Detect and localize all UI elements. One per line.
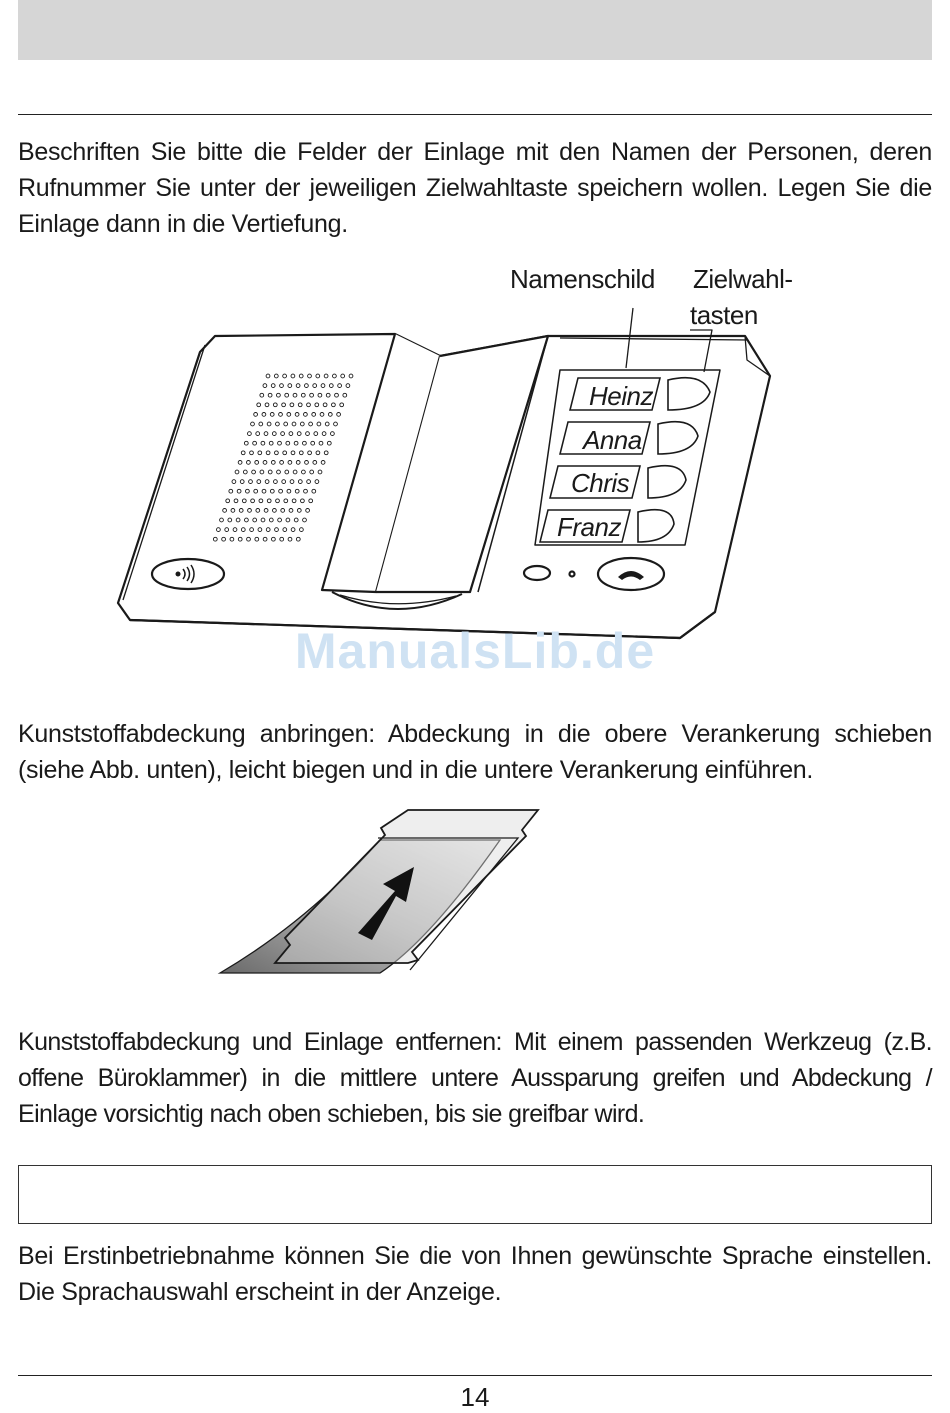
paragraph-remove-cover: Kunststoffabdeckung und Einlage entfernen: Mit einem passenden Werkzeug (z.B. offene Büroklammer) in die mittlere untere Aussparung greifen und Abdeckung / Einlage vorsichtig nach oben schieben, bis sie greifbar wird. [18,1028,932,1128]
section-heading-box [18,1165,932,1224]
footer-divider [18,1375,932,1376]
phone-illustration [0,0,950,700]
paragraph-attach-cover: Kunststoffabdeckung anbringen: Abdeckung in die obere Verankerung schieben (siehe Abb. unten), leicht biegen und in die untere Verankerung einführen. [18,720,932,784]
speed-dial-keys-label-line2: tasten [690,300,758,330]
name-entry: Chris [571,468,630,498]
paragraph-label-instructions: Beschriften Sie bitte die Felder der Einlage mit den Namen der Personen, deren Rufnummer Sie unter der jeweiligen Zielwahltaste speichern wollen. Legen Sie die Einlage dann in die Vertiefung. [18,138,932,238]
cover-insertion-illustration [0,790,950,990]
watermark: ManualsLib.de [294,623,656,679]
name-entry: Anna [583,425,642,455]
nameplate-label: Namenschild [510,264,655,294]
name-entry: Franz [557,512,621,542]
paragraph-language-setup: Bei Erstinbetriebnahme können Sie die von Ihnen gewünschte Sprache einstellen. Die Sprachauswahl erscheint in der Anzeige. [18,1242,932,1306]
speed-dial-keys-label-line1: Zielwahl- [693,264,793,294]
page-number: 14 [460,1382,490,1412]
name-entry: Heinz [589,381,653,411]
